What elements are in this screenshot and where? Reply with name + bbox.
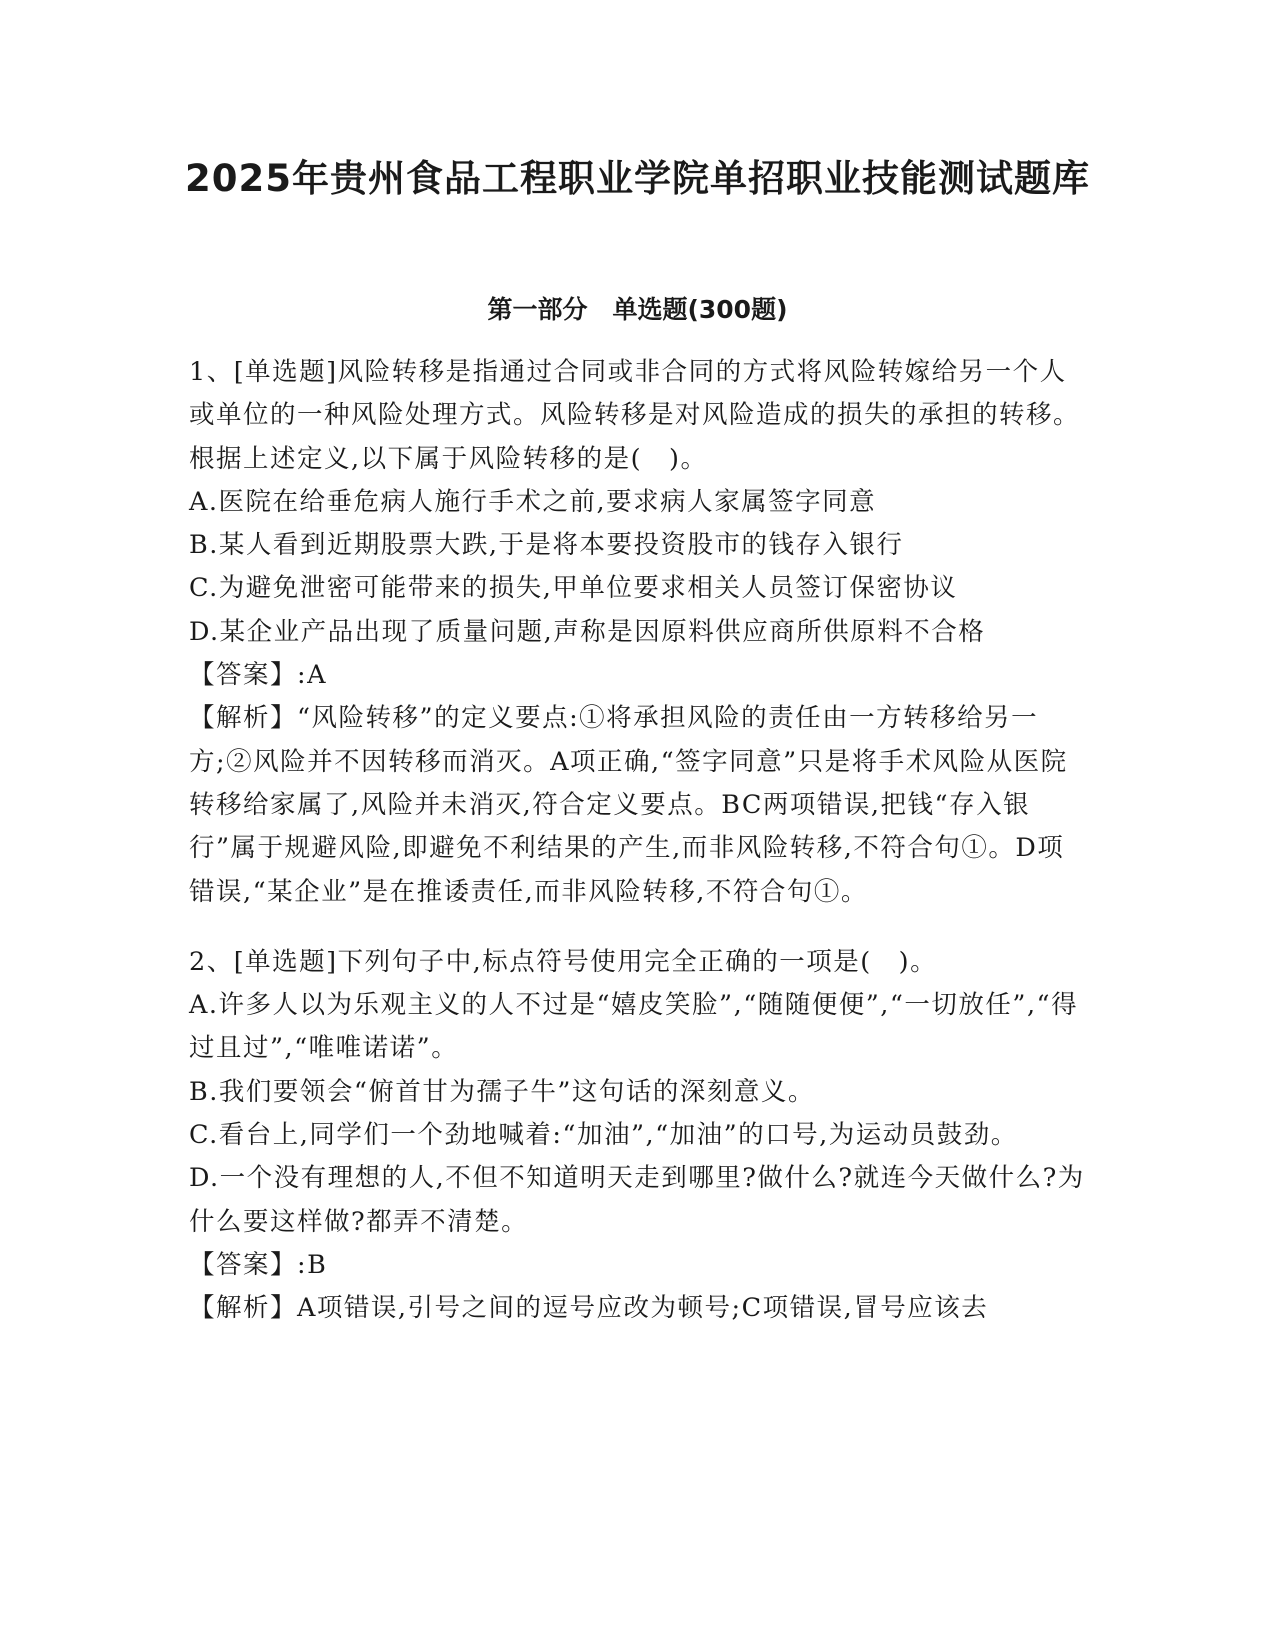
- question-stem: 2、[单选题]下列句子中,标点符号使用完全正确的一项是( )。: [189, 946, 938, 977]
- question-list: [189, 351, 1089, 1331]
- option-a: A.医院在给垂危病人施行手术之前,要求病人家属签字同意: [189, 486, 877, 517]
- option-b: B.某人看到近期股票大跌,于是将本要投资股市的钱存入银行: [189, 530, 904, 561]
- answer-line: 【答案】:B: [189, 1249, 328, 1280]
- answer-line: 【答案】:A: [189, 660, 328, 691]
- option-b: B.我们要领会“俯首甘为孺子牛”这句话的深刻意义。: [189, 1076, 815, 1107]
- analysis-text: 【解析】A项错误,引号之间的逗号应改为顿号;C项错误,冒号应该去: [189, 1293, 989, 1324]
- option-a: A.许多人以为乐观主义的人不过是“嬉皮笑脸”,“随随便便”,“一切放任”,“得过且过”,“唯唯诺诺”。: [189, 990, 1079, 1064]
- option-c: C.为避免泄密可能带来的损失,甲单位要求相关人员签订保密协议: [189, 573, 958, 604]
- option-d: D.一个没有理想的人,不但不知道明天走到哪里?做什么?就连今天做什么?为什么要这样做?都弄不清楚。: [189, 1163, 1085, 1237]
- question-stem: 1、[单选题]风险转移是指通过合同或非合同的方式将风险转嫁给另一个人或单位的一种风险处理方式。风险转移是对风险造成的损失的承担的转移。根据上述定义,以下属于风险转移的是( )。: [189, 357, 1081, 474]
- question-gap: [189, 914, 1089, 941]
- question-item: [189, 351, 1089, 914]
- option-d: D.某企业产品出现了质量问题,声称是因原料供应商所供原料不合格: [189, 616, 986, 647]
- section-title: 第一部分 单选题(300题): [487, 295, 788, 324]
- option-c: C.看台上,同学们一个劲地喊着:“加油”,“加油”的口号,为运动员鼓劲。: [189, 1120, 1018, 1151]
- analysis-text: 【解析】“风险转移”的定义要点:①将承担风险的责任由一方转移给另一方;②风险并不因转移而消灭。A项正确,“签字同意”只是将手术风险从医院转移给家属了,风险并未消灭,符合定义要点。BC两项错误,把钱“存入银行”属于规避风险,即避免不利结果的产生,而非风险转移,不符合句①。D项错误,“某企业”是在推诿责任,而非风险转移,不符合句①。: [189, 703, 1068, 907]
- document-title: 2025年贵州食品工程职业学院单招职业技能测试题库: [185, 157, 1090, 200]
- question-item: [189, 941, 1089, 1331]
